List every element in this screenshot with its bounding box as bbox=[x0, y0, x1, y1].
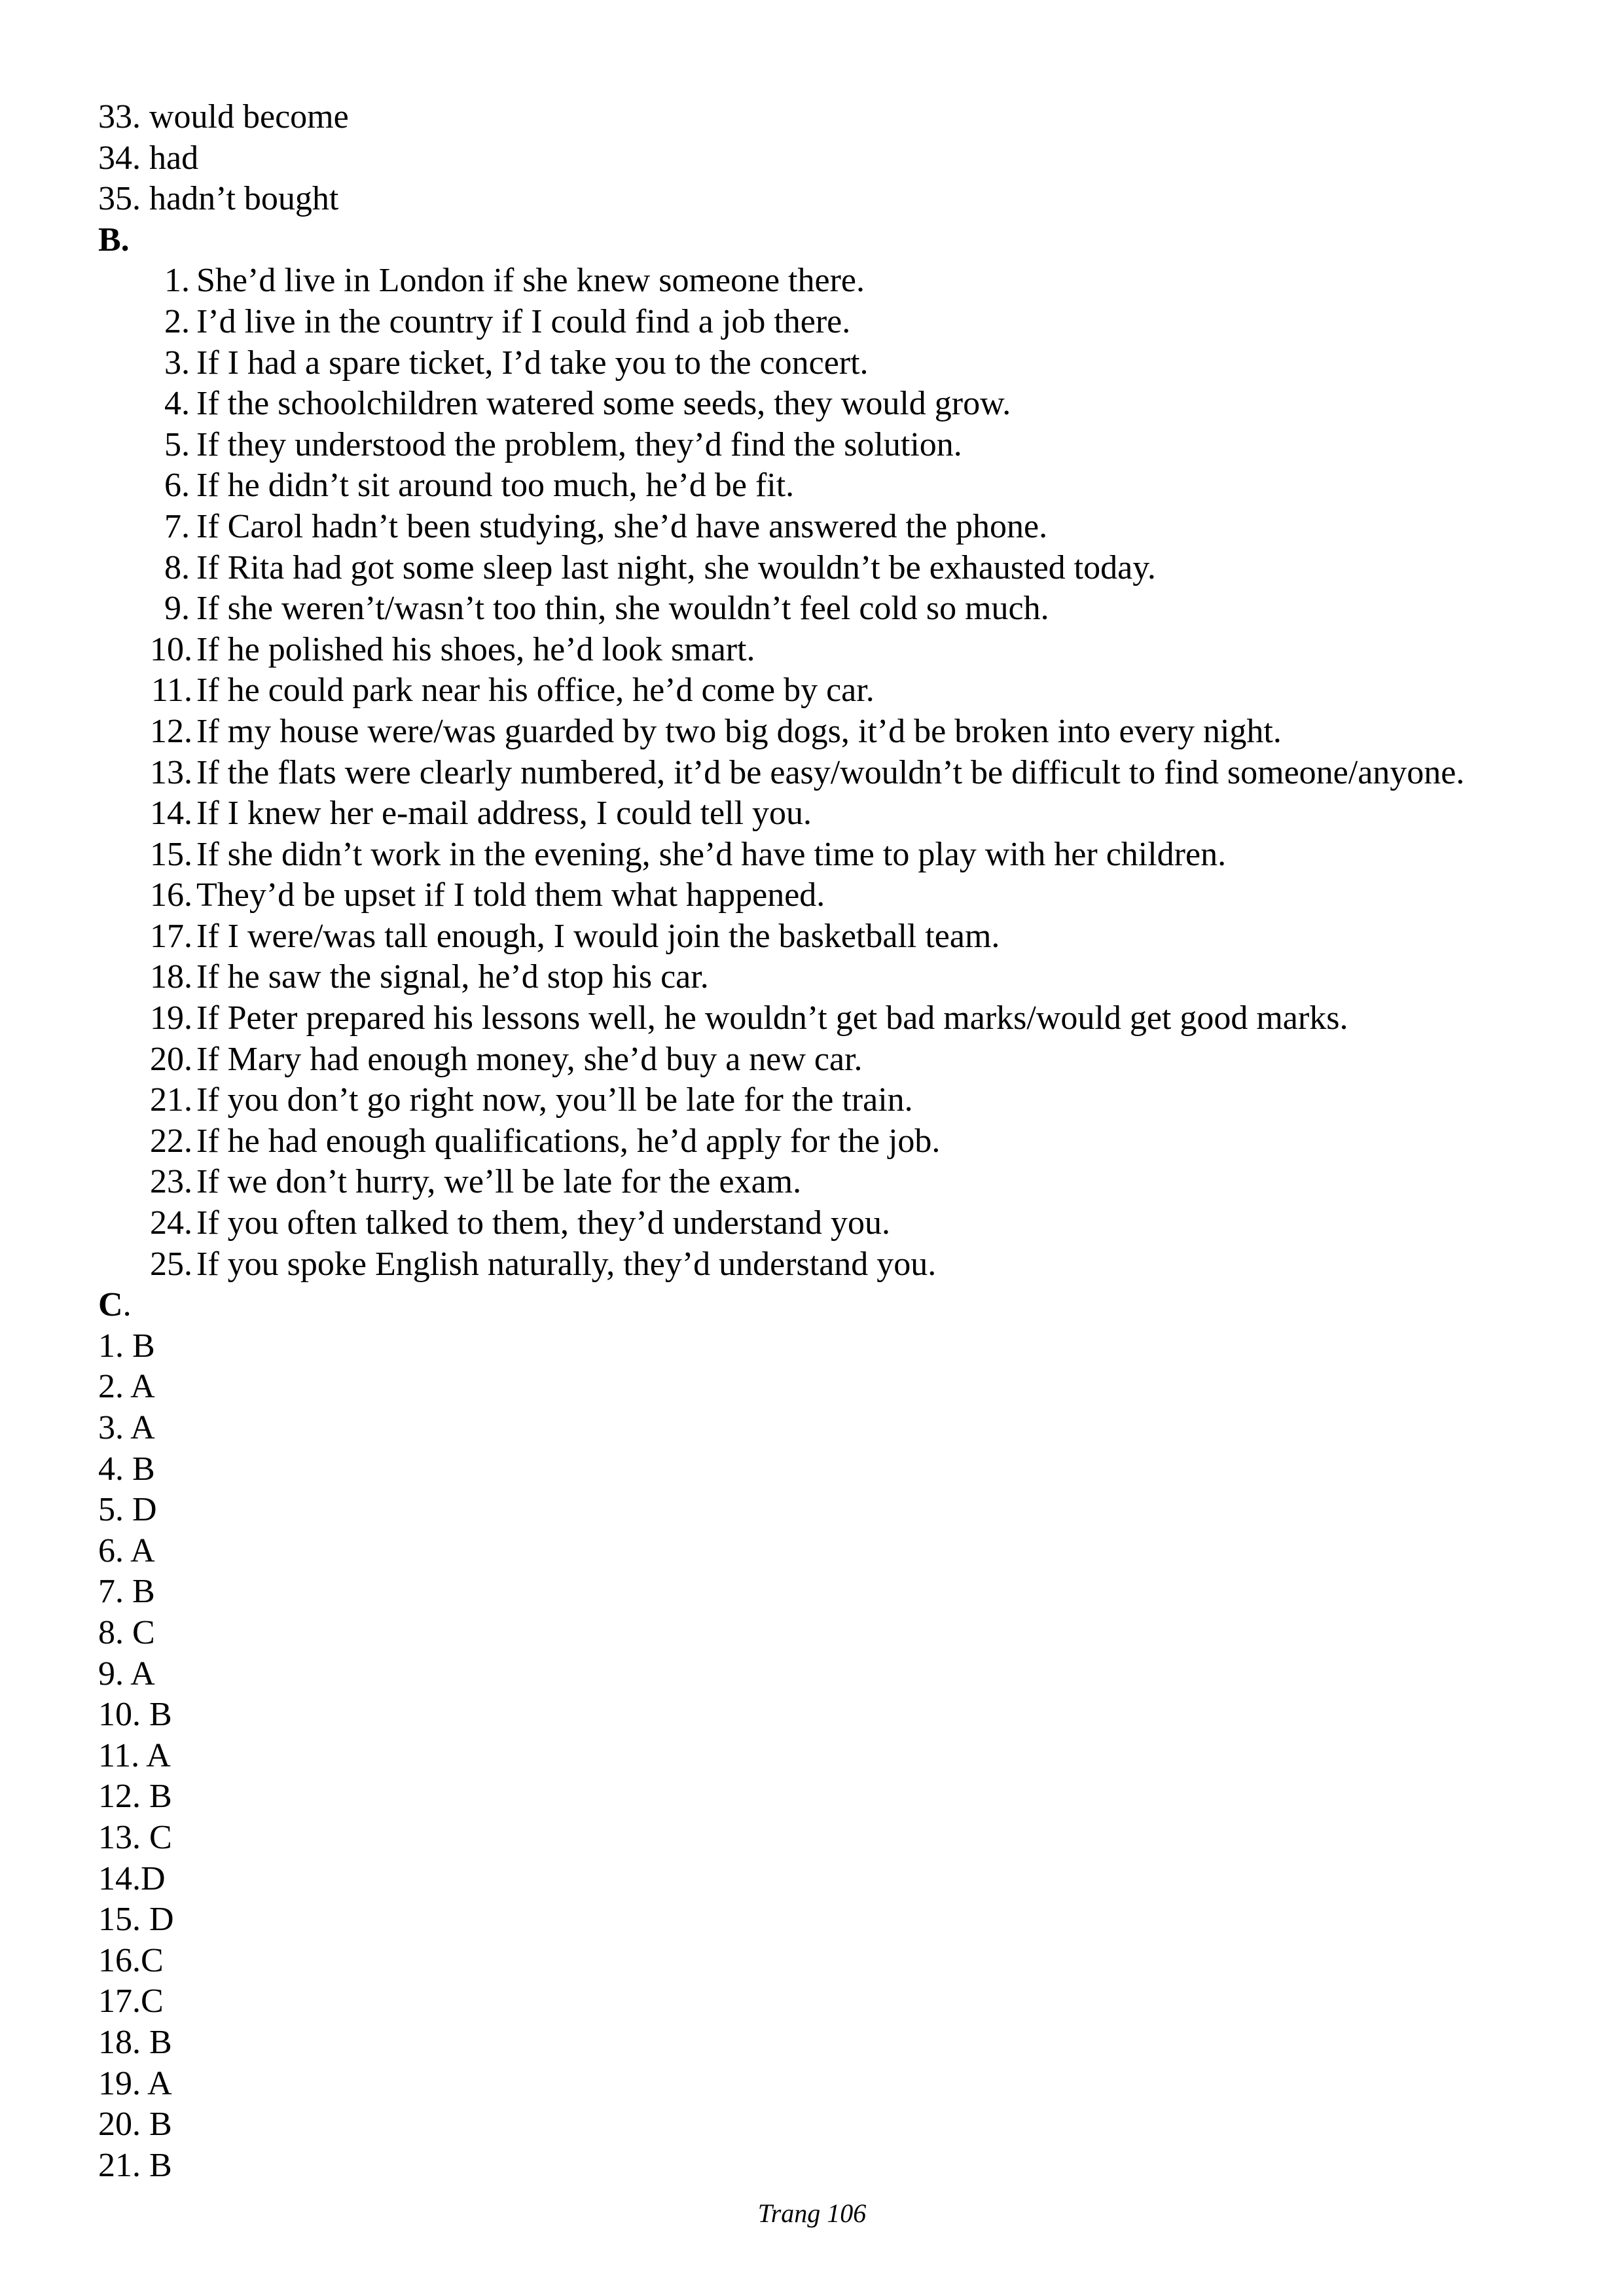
item-number: 25. bbox=[150, 1245, 192, 1283]
answer-key-item: 16.C bbox=[98, 1941, 164, 1979]
item-text: If my house were/was guarded by two big dogs, it’d be broken into every night. bbox=[196, 712, 1282, 750]
item-text: If he didn’t sit around too much, he’d be fit. bbox=[196, 467, 795, 505]
answer-key-item: 7. B bbox=[98, 1573, 155, 1611]
answer-line bbox=[98, 97, 1538, 138]
list-item bbox=[98, 998, 1538, 1039]
list-item bbox=[98, 384, 1538, 425]
answer-key-item: 2. A bbox=[98, 1368, 155, 1406]
item-text: If I knew her e-mail address, I could tell you. bbox=[196, 795, 812, 833]
item-text: If she weren’t/wasn’t too thin, she wouldn’t feel cold so much. bbox=[196, 590, 1049, 628]
answer-key-item: 10. B bbox=[98, 1696, 172, 1734]
item-text: If Mary had enough money, she’d buy a new car. bbox=[196, 1040, 863, 1078]
section-b-list bbox=[98, 260, 1538, 1285]
list-item bbox=[98, 1080, 1538, 1121]
list-item bbox=[98, 1244, 1538, 1285]
list-item bbox=[98, 711, 1538, 753]
answer-line bbox=[98, 138, 1538, 179]
section-c-dot: . bbox=[122, 1286, 132, 1324]
item-text: They’d be upset if I told them what happened. bbox=[196, 876, 825, 914]
answer-key-item: 9. A bbox=[98, 1655, 155, 1693]
item-text: If he polished his shoes, he’d look smart. bbox=[196, 630, 755, 668]
section-b-heading: B. bbox=[98, 221, 130, 259]
item-text: If we don’t hurry, we’ll be late for the exam. bbox=[196, 1163, 802, 1201]
item-text: She’d live in London if she knew someone there. bbox=[196, 262, 865, 300]
item-text: If Peter prepared his lessons well, he wouldn’t get bad marks/would get good marks. bbox=[196, 999, 1348, 1037]
list-item bbox=[98, 1162, 1538, 1203]
list-item bbox=[98, 875, 1538, 916]
list-item bbox=[98, 302, 1538, 343]
item-text: If you spoke English naturally, they’d understand you. bbox=[196, 1245, 937, 1283]
list-item bbox=[98, 1121, 1538, 1162]
answer-number: 34. bbox=[98, 139, 141, 177]
answer-text: had bbox=[149, 139, 199, 177]
item-number: 4. bbox=[164, 385, 190, 423]
item-text: If they understood the problem, they’d find the solution. bbox=[196, 425, 962, 463]
answer-key-item: 20. B bbox=[98, 2106, 172, 2144]
item-number: 7. bbox=[164, 507, 190, 545]
answer-key-item: 12. B bbox=[98, 1778, 172, 1816]
list-item bbox=[98, 834, 1538, 876]
list-item bbox=[98, 588, 1538, 630]
item-number: 21. bbox=[150, 1081, 192, 1119]
item-number: 18. bbox=[150, 958, 192, 996]
item-text: If the schoolchildren watered some seeds, they would grow. bbox=[196, 385, 1011, 423]
item-text: If he could park near his office, he’d come by car. bbox=[196, 672, 875, 709]
answer-key-item: 5. D bbox=[98, 1491, 157, 1529]
answer-key-item: 6. A bbox=[98, 1532, 155, 1570]
section-c-heading bbox=[98, 1285, 1538, 1326]
list-item bbox=[98, 1039, 1538, 1081]
item-text: If I had a spare ticket, I’d take you to the concert. bbox=[196, 344, 869, 382]
answer-key-item: 13. C bbox=[98, 1818, 172, 1856]
list-item bbox=[98, 343, 1538, 384]
list-item bbox=[98, 260, 1538, 302]
item-text: If you often talked to them, they’d understand you. bbox=[196, 1204, 890, 1242]
item-number: 5. bbox=[164, 425, 190, 463]
item-number: 17. bbox=[150, 917, 192, 955]
list-item bbox=[98, 1203, 1538, 1244]
answer-line bbox=[98, 179, 1538, 220]
item-number: 20. bbox=[150, 1040, 192, 1078]
list-item bbox=[98, 916, 1538, 958]
item-text: If you don’t go right now, you’ll be late for the train. bbox=[196, 1081, 913, 1119]
item-number: 14. bbox=[150, 795, 192, 833]
item-number: 10. bbox=[150, 630, 192, 668]
item-number: 2. bbox=[164, 302, 190, 340]
answer-key-item: 3. A bbox=[98, 1409, 155, 1446]
item-number: 11. bbox=[151, 672, 192, 709]
answer-key-item: 8. C bbox=[98, 1613, 155, 1651]
item-text: If I were/was tall enough, I would join the basketball team. bbox=[196, 917, 1000, 955]
item-text: If he saw the signal, he’d stop his car. bbox=[196, 958, 709, 996]
answer-key-item: 4. B bbox=[98, 1450, 155, 1488]
item-number: 19. bbox=[150, 999, 192, 1037]
list-item bbox=[98, 465, 1538, 507]
list-item bbox=[98, 507, 1538, 548]
item-text: If she didn’t work in the evening, she’d have time to play with her children. bbox=[196, 835, 1227, 873]
answer-text: hadn’t bought bbox=[149, 180, 339, 218]
document-page bbox=[98, 97, 1538, 2186]
item-text: I’d live in the country if I could find a job there. bbox=[196, 302, 851, 340]
answer-key-item: 1. B bbox=[98, 1327, 155, 1365]
item-number: 15. bbox=[150, 835, 192, 873]
item-text: If he had enough qualifications, he’d apply for the job. bbox=[196, 1122, 941, 1160]
list-item bbox=[98, 753, 1538, 794]
answer-key-item: 19. A bbox=[98, 2064, 172, 2102]
item-number: 8. bbox=[164, 548, 190, 586]
page-footer: Trang 106 bbox=[757, 2198, 867, 2228]
item-number: 13. bbox=[150, 753, 192, 791]
answer-number: 33. bbox=[98, 98, 141, 135]
item-text: If Rita had got some sleep last night, she wouldn’t be exhausted today. bbox=[196, 548, 1156, 586]
list-item bbox=[98, 425, 1538, 466]
list-item bbox=[98, 548, 1538, 589]
item-number: 3. bbox=[164, 344, 190, 382]
answer-key-item: 15. D bbox=[98, 1901, 174, 1939]
list-item bbox=[98, 630, 1538, 671]
item-text: If the flats were clearly numbered, it’d be easy/wouldn’t be difficult to find someone/anyone. bbox=[196, 753, 1465, 791]
list-item bbox=[98, 957, 1538, 998]
item-number: 24. bbox=[150, 1204, 192, 1242]
section-c-letter: C bbox=[98, 1286, 123, 1324]
answer-key-item: 14.D bbox=[98, 1859, 166, 1897]
list-item bbox=[98, 670, 1538, 711]
answer-text: would become bbox=[149, 98, 349, 135]
item-number: 6. bbox=[164, 467, 190, 505]
answer-key-item: 17.C bbox=[98, 1982, 164, 2020]
section-c-list bbox=[98, 1326, 1538, 2186]
answer-key-item: 18. B bbox=[98, 2023, 172, 2061]
section-a-tail bbox=[98, 97, 1538, 220]
item-number: 22. bbox=[150, 1122, 192, 1160]
item-number: 1. bbox=[164, 262, 190, 300]
item-number: 16. bbox=[150, 876, 192, 914]
item-number: 9. bbox=[164, 590, 190, 628]
item-number: 23. bbox=[150, 1163, 192, 1201]
item-number: 12. bbox=[150, 712, 192, 750]
answer-number: 35. bbox=[98, 180, 141, 218]
answer-key-item: 11. A bbox=[98, 1736, 171, 1774]
item-text: If Carol hadn’t been studying, she’d have answered the phone. bbox=[196, 507, 1048, 545]
list-item bbox=[98, 793, 1538, 834]
answer-key-item: 21. B bbox=[98, 2146, 172, 2184]
